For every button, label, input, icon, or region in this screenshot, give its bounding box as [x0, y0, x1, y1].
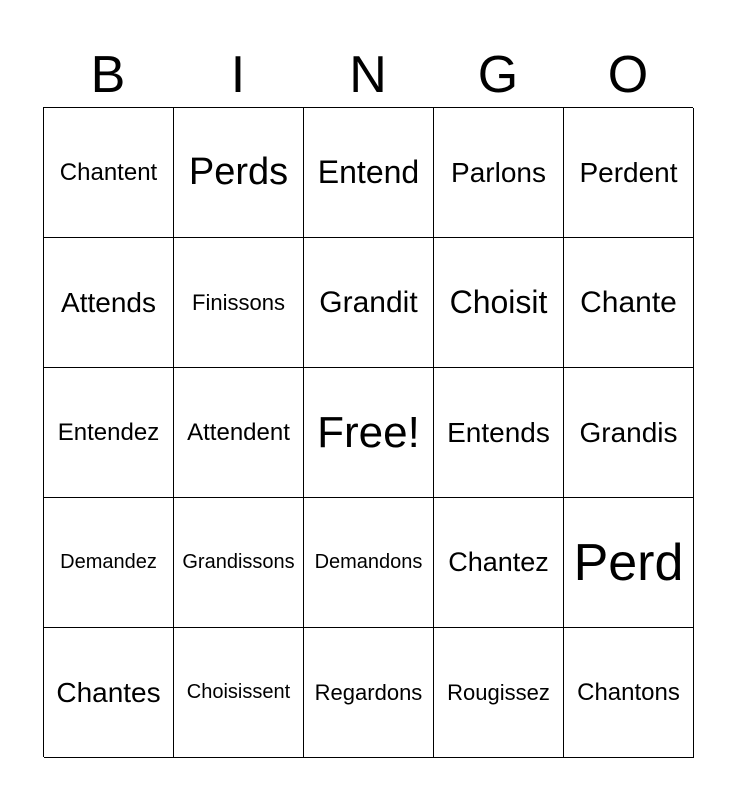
bingo-cell[interactable]: Grandit	[304, 238, 434, 368]
bingo-cell[interactable]: Parlons	[434, 108, 564, 238]
bingo-cell[interactable]: Rougissez	[434, 628, 564, 758]
bingo-cell[interactable]: Demandons	[304, 498, 434, 628]
bingo-cell[interactable]: Chante	[564, 238, 694, 368]
bingo-cell[interactable]: Perdent	[564, 108, 694, 238]
bingo-cell[interactable]: Chantes	[44, 628, 174, 758]
bingo-cell[interactable]: Choisit	[434, 238, 564, 368]
bingo-grid	[43, 107, 693, 757]
header-letter-o: O	[607, 46, 649, 104]
header-letter-b: B	[90, 46, 126, 104]
bingo-cell[interactable]: Demandez	[44, 498, 174, 628]
bingo-cell[interactable]: Attendent	[174, 368, 304, 498]
bingo-cell[interactable]: Perd	[564, 498, 694, 628]
bingo-cell[interactable]: Chantons	[564, 628, 694, 758]
bingo-cell[interactable]: Chantent	[44, 108, 174, 238]
bingo-header	[43, 44, 693, 106]
bingo-cell[interactable]: Entends	[434, 368, 564, 498]
bingo-cell[interactable]: Grandissons	[174, 498, 304, 628]
bingo-cell[interactable]: Entend	[304, 108, 434, 238]
bingo-cell[interactable]: Attends	[44, 238, 174, 368]
bingo-cell[interactable]: Choisissent	[174, 628, 304, 758]
header-letter-n: N	[349, 46, 387, 104]
header-letter-g: G	[477, 46, 519, 104]
header-letter-i: I	[230, 46, 246, 104]
bingo-cell[interactable]: Entendez	[44, 368, 174, 498]
bingo-cell[interactable]: Chantez	[434, 498, 564, 628]
bingo-cell[interactable]: Perds	[174, 108, 304, 238]
bingo-cell[interactable]: Finissons	[174, 238, 304, 368]
bingo-cell[interactable]: Grandis	[564, 368, 694, 498]
free-space-cell[interactable]: Free!	[304, 368, 434, 498]
bingo-cell[interactable]: Regardons	[304, 628, 434, 758]
